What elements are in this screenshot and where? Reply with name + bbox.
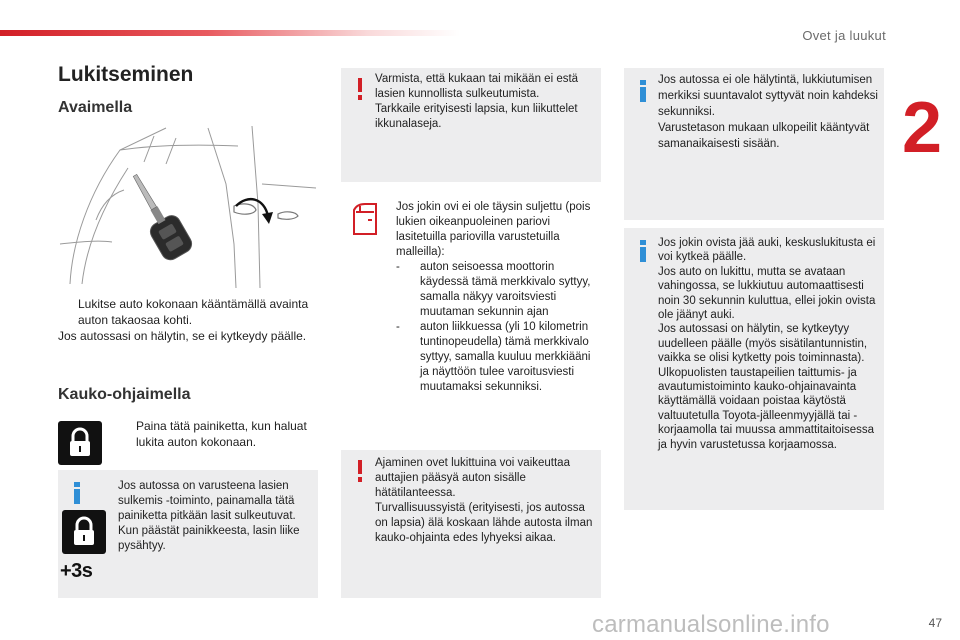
car-door-key-illustration [58, 124, 318, 288]
no-alarm-info-box [624, 68, 884, 220]
door-open-warning-icon [350, 202, 380, 236]
info-icon [636, 80, 650, 102]
locked-driving-warning-text: Ajaminen ovet lukittuina voi vaikeuttaa auttajien pääsyä auton sisälle hätätilanteessa. Turvallisuussyistä (erityisesti, jos autossa on lapsia) älä koskaan lähde autosta ilman kauko-ohjainta edes lyhyeksi aikaa. [375, 457, 593, 544]
window-safety-warning-box [341, 68, 601, 182]
bullet-glyph [58, 296, 78, 328]
hold-3s-badge: +3s [60, 560, 93, 582]
lock-button-icon-small [62, 510, 106, 554]
section-title-remote: Kauko-ohjaimella [58, 386, 191, 403]
door-open-intro: Jos jokin ovi ei ole täysin suljettu (pois lukien oikeanpuoleinen pariovi lasitetuilla pariovilla varustetuilla malleilla): [396, 201, 591, 258]
page-number: 47 [928, 616, 942, 630]
watermark: carmanualsonline.info [592, 611, 830, 638]
page-title: Lukitseminen [58, 63, 194, 86]
key-lock-text: Lukitse auto kokonaan kääntämällä avainta auton takaosaa kohti. [78, 297, 309, 327]
window-close-info-text: Jos autossa on varusteena lasien sulkemis -toiminto, painamalla tätä painiketta pitkään lasit sulkeutuvat. Kun päästät painikkeesta, lasin liike pysähtyy. [118, 480, 300, 552]
info-icon [70, 482, 84, 504]
locked-driving-warning-box [341, 450, 601, 598]
lock-button-icon [58, 421, 102, 465]
door-open-list [396, 260, 601, 395]
window-safety-warning-text: Varmista, että kukaan tai mikään ei estä lasien kunnollista sulkeutumista. Tarkkaile erityisesti lapsia, kun liikuttelet ikkunalaseja. [375, 73, 579, 130]
warning-icon [355, 78, 365, 100]
bullet-glyph [116, 418, 136, 450]
door-ajar-info-box [624, 228, 884, 510]
chapter-title: Ovet ja luukut [802, 28, 886, 43]
info-icon [636, 240, 650, 262]
key-alarm-note: Jos autossasi on hälytin, se ei kytkeydy päälle. [58, 329, 307, 343]
remote-lock-text: Paina tätä painiketta, kun haluat lukita auton kokonaan. [136, 419, 307, 449]
warning-icon [355, 460, 365, 482]
header-accent-bar [0, 30, 460, 36]
section-title-key: Avaimella [58, 99, 133, 116]
window-close-info-box [58, 470, 318, 598]
door-open-section [396, 200, 601, 395]
chapter-number: 2 [901, 88, 942, 168]
door-ajar-info-text: Jos jokin ovista jää auki, keskuslukitusta ei voi kytkeä päälle. Jos auto on lukittu, mutta se avataan vahingossa, se lukkiutuu automaattisesti noin 30 sekunnin kuluttua, ellei jokin ovista ole jäänyt auki. Jos autossasi on hälytin, se kytkeytyy uudelleen päälle (myös sisätilantunnistin, vaikka se olisi kytketty pois toiminnasta). Ulkopuolisten taustapeilien taittumis- ja avautumistoiminto kauko-ohjainavainta käyttämällä voidaan poistaa käytöstä valtuutetulla Toyota-jälleenmyyjällä tai -korjaamolla tai muussa ammattitaitoisessa ja hyvin varustetussa korjaamossa. [658, 237, 876, 451]
remote-lock-instruction [116, 418, 316, 450]
key-lock-instruction [58, 296, 320, 344]
no-alarm-info-text: Jos autossa ei ole hälytintä, lukkiutumisen merkiksi suuntavalot syttyvät noin kahdeksi sekunniksi. Varustetason mukaan ulkopeilit kääntyvät samanaikaisesti sisään. [658, 74, 878, 150]
list-item: - auton liikkuessa (yli 10 kilometrin tuntinopeudella) tämä merkkivalo syttyy, samalla kuuluu merkkiääni ja näyttöön tulee varoitusviesti muutamaksi sekunniksi. [396, 321, 591, 393]
list-item: - auton seisoessa moottorin käydessä tämä merkkivalo syttyy, samalla näkyy varoitsviesti muutaman sekunnin ajan [396, 261, 591, 318]
